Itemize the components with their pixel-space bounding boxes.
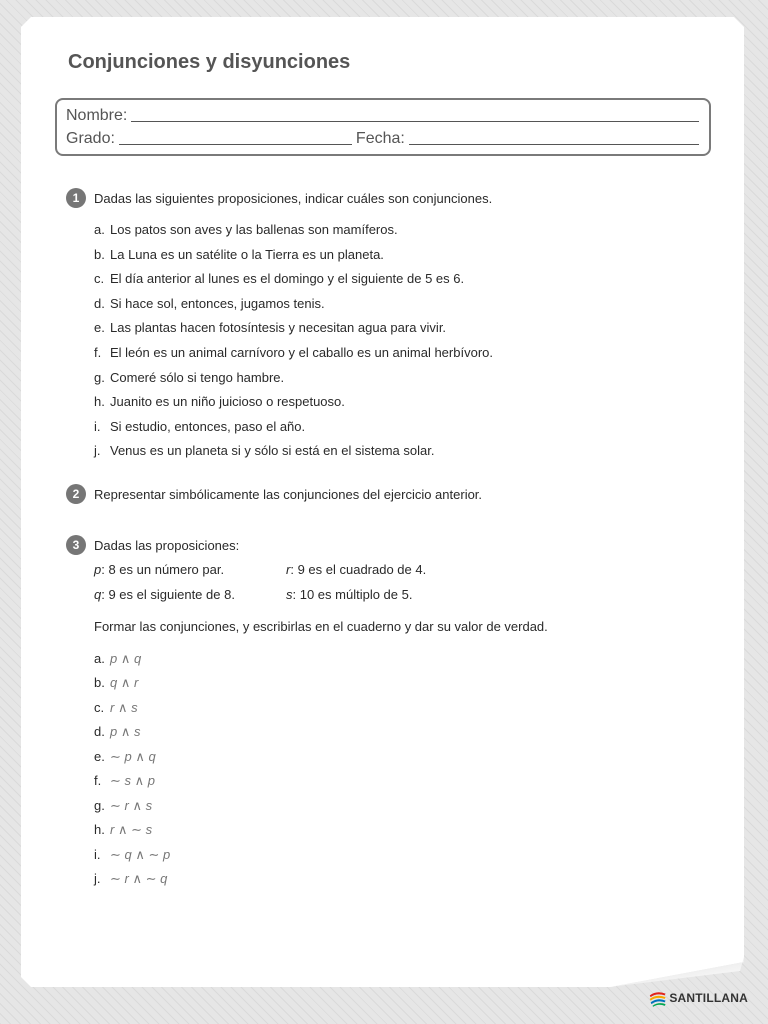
exercise-1-item: b. La Luna es un satélite o la Tierra es un planeta.: [94, 247, 384, 262]
exercise-1-instruction: Dadas las siguientes proposiciones, indicar cuáles son conjunciones.: [94, 191, 493, 206]
nombre-row: [66, 103, 699, 125]
santillana-logo: [648, 985, 748, 1011]
exercise-2-instruction: Representar simbólicamente las conjunciones del ejercicio anterior.: [94, 487, 483, 502]
exercise-1-number: 1: [66, 188, 86, 208]
worksheet-title: Conjunciones y disyunciones: [68, 51, 351, 73]
exercise-1-item: h. Juanito es un niño juicioso o respetuoso.: [94, 394, 345, 409]
exercise-1-item: d. Si hace sol, entonces, jugamos tenis.: [94, 296, 325, 311]
exercise-3-item: d. p ∧ s: [94, 724, 141, 739]
exercise-3-instruction: Formar las conjunciones, y escribirlas en el cuaderno y dar su valor de verdad.: [94, 619, 548, 634]
exercise-1-item: c. El día anterior al lunes es el domingo y el siguiente de 5 es 6.: [94, 271, 465, 286]
fecha-label: Fecha:: [355, 130, 405, 147]
exercise-3-item: j. ∼ r ∧ ∼ q: [94, 871, 168, 886]
exercise-1-item: g. Comeré sólo si tengo hambre.: [94, 370, 285, 385]
nombre-label: Nombre:: [66, 107, 128, 124]
exercise-3-item: a. p ∧ q: [94, 651, 142, 666]
exercise-3-item: b. q ∧ r: [94, 675, 139, 690]
exercise-3-item: h. r ∧ ∼ s: [94, 822, 153, 837]
exercise-3-item: g. ∼ r ∧ s: [94, 798, 153, 813]
santillana-logo-text: SANTILLANA: [669, 991, 748, 1005]
exercise-3-item: i. ∼ q ∧ ∼ p: [94, 847, 171, 862]
worksheet-page: [21, 17, 744, 987]
exercise-3-item: c. r ∧ s: [94, 700, 138, 715]
proposition-s: s: 10 es múltiplo de 5.: [286, 587, 413, 602]
proposition-p: p: 8 es un número par.: [94, 562, 225, 577]
proposition-r: r: 9 es el cuadrado de 4.: [286, 562, 427, 577]
exercise-1-item: f. El león es un animal carnívoro y el caballo es un animal herbívoro.: [94, 345, 493, 360]
exercise-3-item: f. ∼ s ∧ p: [94, 773, 155, 788]
fecha-field[interactable]: [409, 130, 699, 145]
santillana-logo-icon: [648, 987, 667, 1009]
proposition-q: q: 9 es el siguiente de 8.: [94, 587, 235, 602]
student-info-box: [55, 98, 711, 156]
exercise-3-number: 3: [66, 535, 86, 555]
exercise-3-item: e. ∼ p ∧ q: [94, 749, 156, 764]
grado-label: Grado:: [66, 130, 115, 147]
exercise-1-item: i. Si estudio, entonces, paso el año.: [94, 419, 306, 434]
grado-field[interactable]: [119, 130, 352, 145]
exercise-3-intro: Dadas las proposiciones:: [94, 538, 240, 553]
nombre-field[interactable]: [131, 107, 699, 122]
exercise-1-item: a. Los patos son aves y las ballenas son mamíferos.: [94, 222, 398, 237]
exercise-1-item: j. Venus es un planeta si y sólo si está en el sistema solar.: [94, 443, 435, 458]
grado-fecha-row: [66, 126, 699, 148]
exercise-1-item: e. Las plantas hacen fotosíntesis y necesitan agua para vivir.: [94, 320, 447, 335]
exercise-2-number: 2: [66, 484, 86, 504]
